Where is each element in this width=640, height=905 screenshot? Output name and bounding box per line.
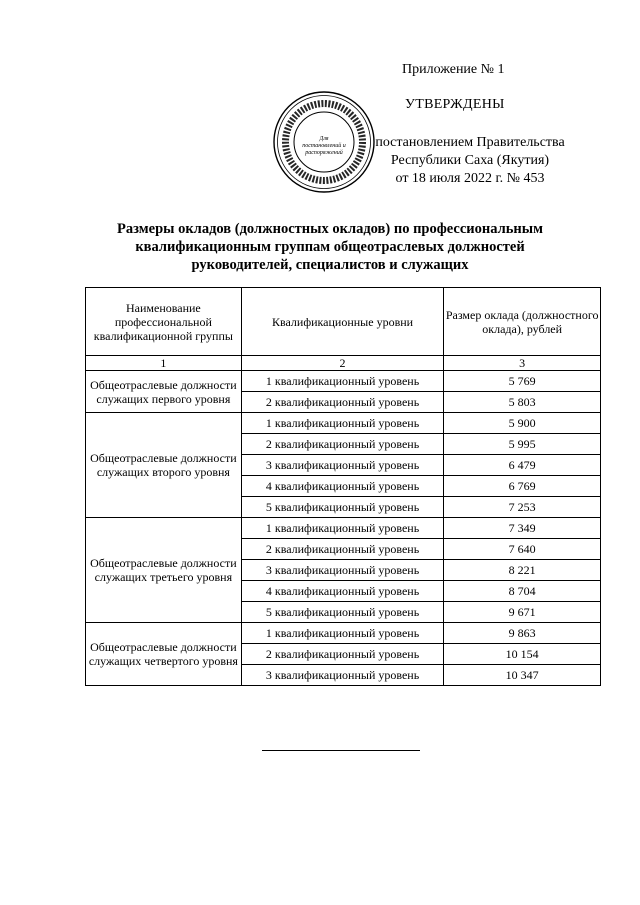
seal-inner-line2: постановлений и	[302, 143, 346, 149]
level-cell: 2 квалификационный уровень	[241, 434, 444, 455]
table-row	[86, 413, 601, 434]
document-title	[80, 220, 580, 274]
column-number: 2	[241, 356, 444, 371]
title-line1: Размеры окладов (должностных окладов) по профессиональным	[117, 221, 543, 237]
level-cell: 2 квалификационный уровень	[241, 539, 444, 560]
header-salary: Размер оклада (должностного оклада), рублей	[444, 288, 601, 356]
salary-cell: 10 347	[444, 665, 601, 686]
column-number-row	[86, 356, 601, 371]
salary-cell: 5 900	[444, 413, 601, 434]
salary-cell: 6 479	[444, 455, 601, 476]
decree-reference	[345, 134, 595, 188]
level-cell: 1 квалификационный уровень	[241, 623, 444, 644]
salary-cell: 6 769	[444, 476, 601, 497]
level-cell: 2 квалификационный уровень	[241, 644, 444, 665]
table-row	[86, 623, 601, 644]
salary-cell: 9 671	[444, 602, 601, 623]
end-divider	[262, 750, 420, 751]
table-row	[86, 518, 601, 539]
column-number: 1	[86, 356, 242, 371]
level-cell: 4 квалификационный уровень	[241, 476, 444, 497]
salary-cell: 5 995	[444, 434, 601, 455]
decree-line2: Республики Саха (Якутия)	[390, 153, 550, 168]
salary-cell: 5 769	[444, 371, 601, 392]
salary-cell: 7 253	[444, 497, 601, 518]
group-name-cell: Общеотраслевые должности служащих второго уровня	[86, 413, 242, 518]
level-cell: 3 квалификационный уровень	[241, 665, 444, 686]
group-name-cell: Общеотраслевые должности служащих первого уровня	[86, 371, 242, 413]
column-number: 3	[444, 356, 601, 371]
seal-inner-line3: распоряжений	[305, 150, 343, 156]
seal-inner-line1: Для	[319, 136, 329, 142]
group-name-cell: Общеотраслевые должности служащих четвертого уровня	[86, 623, 242, 686]
salary-cell: 10 154	[444, 644, 601, 665]
level-cell: 3 квалификационный уровень	[241, 560, 444, 581]
level-cell: 1 квалификационный уровень	[241, 371, 444, 392]
approved-label: УТВЕРЖДЕНЫ	[405, 97, 505, 112]
level-cell: 1 квалификационный уровень	[241, 518, 444, 539]
title-line3: руководителей, специалистов и служащих	[191, 257, 469, 273]
salary-cell: 7 640	[444, 539, 601, 560]
level-cell: 2 квалификационный уровень	[241, 392, 444, 413]
table-row	[86, 371, 601, 392]
salary-cell: 8 221	[444, 560, 601, 581]
level-cell: 5 квалификационный уровень	[241, 497, 444, 518]
salary-cell: 7 349	[444, 518, 601, 539]
header-level: Квалификационные уровни	[241, 288, 444, 356]
salary-table	[85, 287, 601, 686]
appendix-label: Приложение № 1	[402, 62, 505, 77]
salary-cell: 9 863	[444, 623, 601, 644]
level-cell: 5 квалификационный уровень	[241, 602, 444, 623]
decree-line1: постановлением Правительства	[375, 135, 565, 150]
header-group: Наименование профессиональной квалификационной группы	[86, 288, 242, 356]
level-cell: 3 квалификационный уровень	[241, 455, 444, 476]
table-header-row	[86, 288, 601, 356]
title-line2: квалификационным группам общеотраслевых должностей	[135, 239, 525, 255]
salary-cell: 5 803	[444, 392, 601, 413]
decree-line3: от 18 июля 2022 г. № 453	[395, 171, 545, 186]
level-cell: 4 квалификационный уровень	[241, 581, 444, 602]
salary-cell: 8 704	[444, 581, 601, 602]
group-name-cell: Общеотраслевые должности служащих третьего уровня	[86, 518, 242, 623]
level-cell: 1 квалификационный уровень	[241, 413, 444, 434]
